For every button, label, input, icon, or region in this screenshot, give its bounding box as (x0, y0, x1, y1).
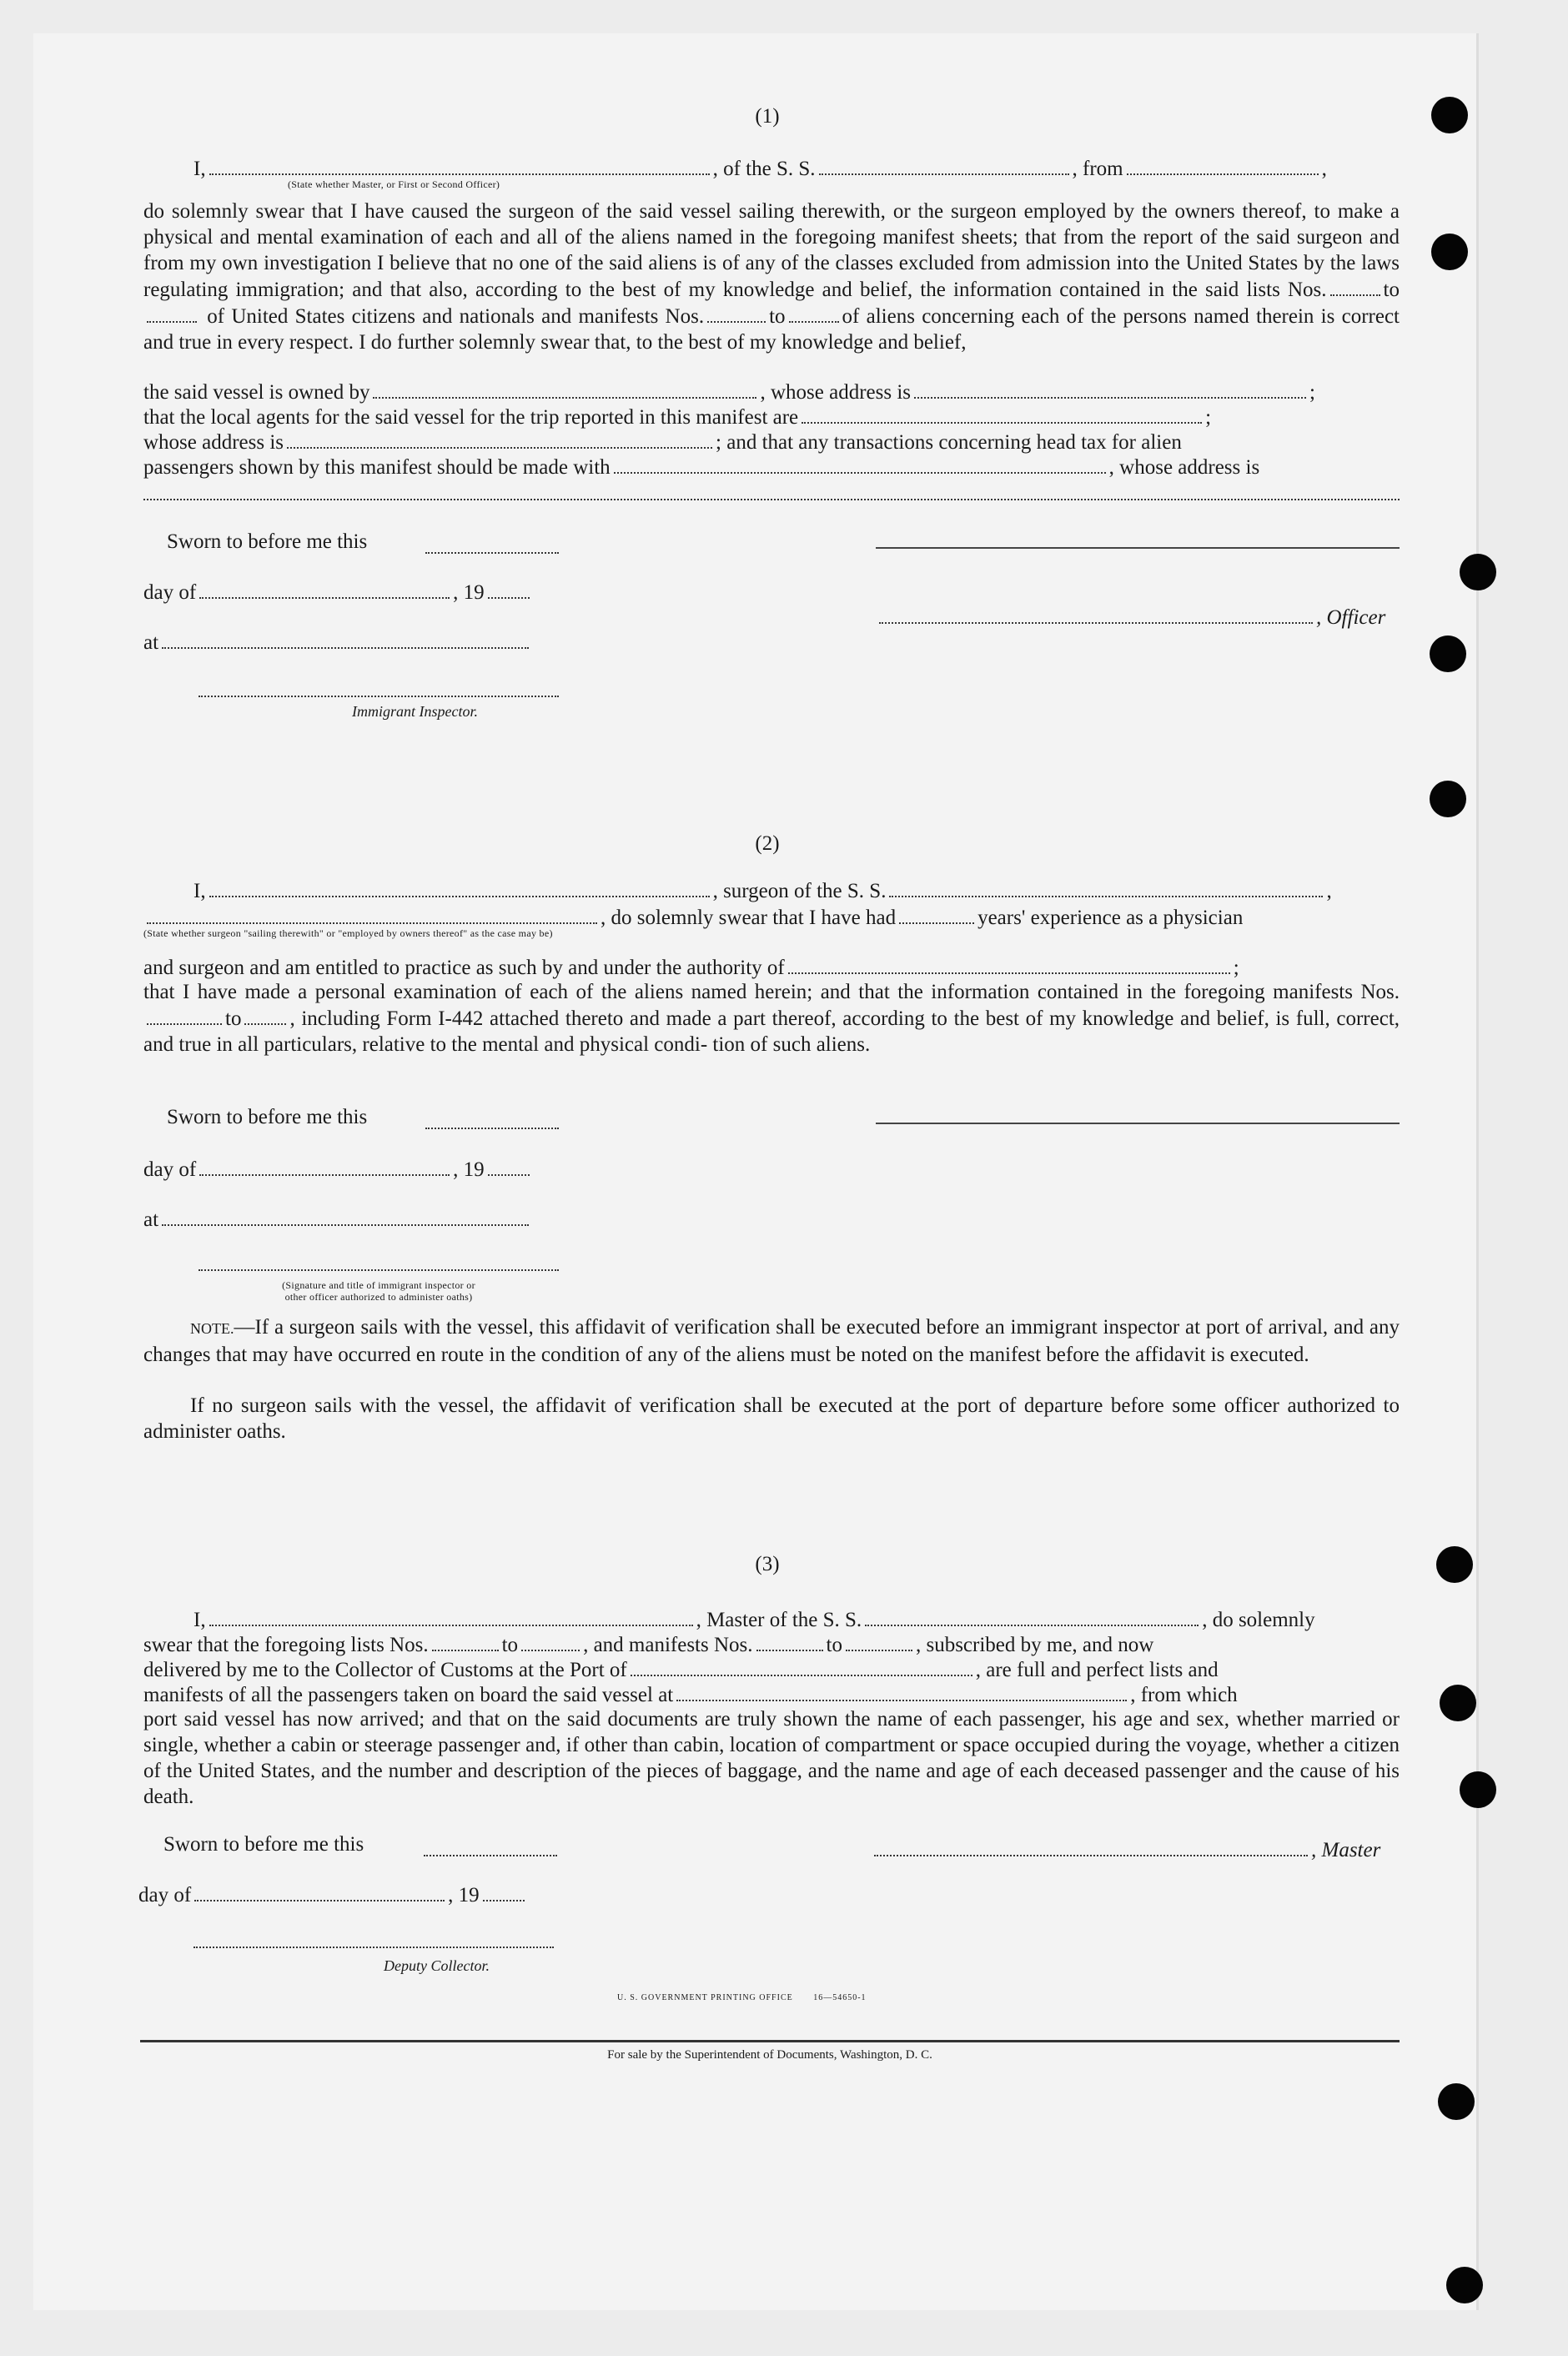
master-name-field[interactable] (209, 1606, 693, 1626)
day-of-field[interactable] (199, 1156, 450, 1176)
boarding-port-field[interactable] (676, 1681, 1127, 1701)
day-of-label: day of , 19 (138, 1881, 528, 1908)
punch-hole (1438, 2083, 1475, 2120)
deputy-collector-title: Deputy Collector. (384, 1957, 490, 1974)
officer-caption: (State whether Master, or First or Second Officer) (288, 178, 500, 190)
vessel-name-field[interactable] (819, 155, 1069, 175)
punch-hole (1446, 2267, 1483, 2303)
day-of-field[interactable] (194, 1881, 445, 1901)
lists-line: swear that the foregoing lists Nos. to , and manifests Nos. to , subscribed by me, and now (143, 1631, 1153, 1658)
master-signature-field[interactable] (874, 1836, 1308, 1856)
punch-hole (1430, 781, 1466, 817)
head-tax-contact-field[interactable] (614, 454, 1106, 474)
address-line[interactable] (143, 499, 1400, 500)
footer-rule (140, 2040, 1400, 2042)
section-number: (3) (755, 1553, 780, 1575)
sworn-label: Sworn to before me this (167, 1106, 368, 1128)
departure-port-field[interactable] (1127, 155, 1319, 175)
taken-on-board-line: manifests of all the passengers taken on board the said vessel at , from which (143, 1681, 1238, 1708)
inspector-signature-line[interactable] (199, 1269, 559, 1271)
sale-notice: For sale by the Superintendent of Documents, Washington, D. C. (607, 2048, 932, 2062)
section-number: (2) (755, 832, 780, 855)
master-lists-to-field[interactable] (521, 1631, 580, 1651)
surgeon-vessel-field[interactable] (889, 877, 1323, 897)
master-line: I, , Master of the S. S. , do solemnly (193, 1606, 1315, 1633)
surgeon-caption: (State whether surgeon "sailing therewith" or "employed by owners thereof" as the case may be) (143, 927, 553, 939)
port-field[interactable] (631, 1656, 972, 1676)
day-of-field[interactable] (199, 579, 450, 599)
surgeon-manifests-to-field[interactable] (244, 1005, 286, 1025)
surgeon-experience-line: , do solemnly swear that I have had years' experience as a physician (143, 904, 1243, 931)
master-vessel-field[interactable] (865, 1606, 1199, 1626)
sworn-date-field[interactable] (425, 1128, 559, 1129)
lists-to-field[interactable] (147, 303, 197, 323)
master-signature-line: , Master (871, 1836, 1380, 1863)
punch-hole (1440, 1685, 1476, 1721)
owner-field[interactable] (373, 379, 756, 399)
punch-hole (1460, 554, 1496, 590)
agents-address-line: whose address is ; and that any transactions concerning head tax for alien (143, 429, 1182, 455)
surgeon-name-field[interactable] (209, 877, 710, 897)
surgeon-line: I, , surgeon of the S. S. , (193, 877, 1332, 904)
punch-hole (1436, 1546, 1473, 1583)
master-manifests-from-field[interactable] (756, 1631, 823, 1651)
master-manifests-to-field[interactable] (846, 1631, 912, 1651)
punch-hole (1430, 635, 1466, 672)
surgeon-signature-line[interactable] (876, 1123, 1400, 1124)
at-place-field[interactable] (162, 1206, 529, 1226)
manifests-from-field[interactable] (707, 303, 766, 323)
year-field[interactable] (488, 1156, 530, 1176)
agents-address-field[interactable] (287, 429, 712, 449)
agents-line: that the local agents for the said vessel for the trip reported in this manifest are ; (143, 404, 1211, 430)
officer-title-field[interactable] (879, 604, 1313, 624)
surgeon-status-field[interactable] (147, 904, 597, 924)
label-from: , from (1072, 158, 1123, 180)
surgeon-oath-paragraph: that I have made a personal examination of each of the aliens named herein; and that the information contained in the foregoing manifests Nos.to , including Form I-442 attached thereto and made a part thereof, according to the best of my knowledge and belief, is full, correct, and true in all particulars, relative to the mental and physical condi- tion of such aliens. (143, 981, 1400, 1056)
authority-field[interactable] (788, 954, 1230, 974)
at-line: at (143, 1206, 532, 1233)
sworn-label: Sworn to before me this (167, 530, 368, 553)
surgeon-manifests-from-field[interactable] (147, 1005, 222, 1025)
authority-line: and surgeon and am entitled to practice as such by and under the authority of ; (143, 954, 1239, 981)
at-place-field[interactable] (162, 629, 529, 649)
years-field[interactable] (899, 904, 974, 924)
label-of-ss: , of the S. S. (712, 158, 816, 180)
lists-from-field[interactable] (1330, 276, 1380, 296)
head-tax-line: passengers shown by this manifest should be made with , whose address is (143, 454, 1259, 480)
day-of-label: day of , 19 (143, 1156, 533, 1183)
year-field[interactable] (488, 579, 530, 599)
oath-paragraph: do solemnly swear that I have caused the surgeon of the said vessel sailing therewith, or the surgeon employed by the owners thereof, to make a physical and mental examination of each and all of the aliens named in the foregoing manifest sheets; that from the report of the said surgeon and from my own investigation I believe that no one of the said aliens is of any of the classes excluded from admission into the United States by the laws regulating immigration; and that also, according to the best of my knowledge and belief, the information contained in the said lists Nos. to of United States citizens and nationals and manifests Nos. to of aliens concerning each of the persons named therein is correct and true in every respect. I do further solemnly swear that, to the best of my knowledge and belief, (143, 200, 1400, 354)
master-oath-paragraph: port said vessel has now arrived; and that on the said documents are truly shown the name of each passenger, his age and sex, whether married or single, whether a cabin or steerage passenger and, if other than cabin, location of compartment or space occupied during the voyage, whether a citizen of the United States, and the number and description of the pieces of baggage, and the name and age of each deceased passenger and the cause of his death. (143, 1708, 1400, 1808)
officer-signature-line[interactable] (876, 547, 1400, 549)
note-paragraph-2: If no surgeon sails with the vessel, the affidavit of verification shall be executed at the port of departure before some officer authorized to administer oaths. (143, 1394, 1400, 1443)
delivered-line: delivered by me to the Collector of Customs at the Port of , are full and perfect lists and (143, 1656, 1219, 1683)
note-paragraph: NOTE.—If a surgeon sails with the vessel, this affidavit of verification shall be executed before an immigrant inspector at port of arrival, and any changes that may have occurred en route in the condition of any of the aliens must be noted on the manifest before the affidavit is executed. (143, 1316, 1400, 1366)
officer-name-field[interactable] (209, 155, 710, 175)
section-number: (1) (755, 105, 780, 128)
day-of-label: day of , 19 (143, 579, 533, 605)
officer-line: I, , of the S. S. , from , (193, 155, 1327, 182)
deputy-signature-line[interactable] (193, 1947, 554, 1948)
master-lists-from-field[interactable] (432, 1631, 499, 1651)
punch-hole (1431, 97, 1468, 133)
officer-title-line: , Officer (876, 604, 1385, 630)
inspector-signature-line[interactable] (199, 696, 559, 697)
signature-caption: (Signature and title of immigrant inspector or other officer authorized to administer oaths) (282, 1279, 475, 1303)
inspector-title: Immigrant Inspector. (352, 703, 478, 720)
sworn-label: Sworn to before me this (163, 1833, 364, 1856)
owner-line: the said vessel is owned by , whose address is ; (143, 379, 1315, 405)
manifests-to-field[interactable] (789, 303, 839, 323)
sworn-date-field[interactable] (424, 1855, 557, 1856)
punch-hole (1460, 1771, 1496, 1808)
owner-address-field[interactable] (914, 379, 1306, 399)
label-i: I, (193, 158, 206, 180)
year-field[interactable] (483, 1881, 525, 1901)
agents-field[interactable] (802, 404, 1202, 424)
at-line: at (143, 629, 532, 656)
sworn-date-field[interactable] (425, 552, 559, 554)
punch-hole (1431, 234, 1468, 270)
printing-office-line: U. S. GOVERNMENT PRINTING OFFICE 16—54650-1 (617, 1993, 867, 2002)
